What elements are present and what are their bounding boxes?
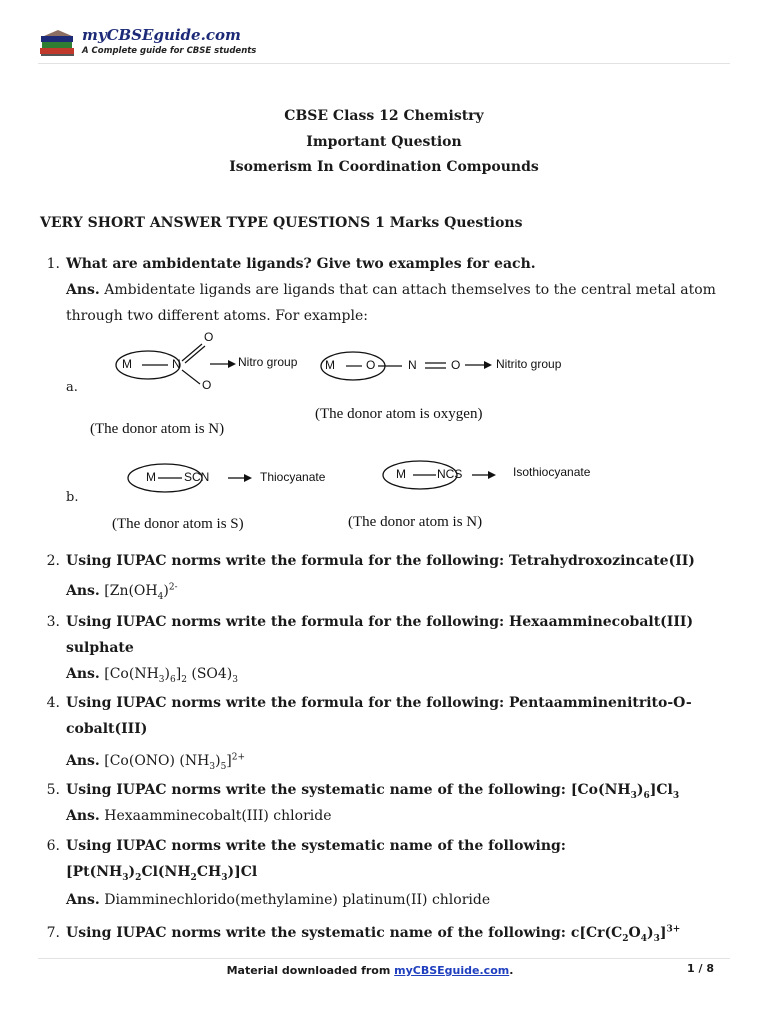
question-number: 3. (46, 614, 60, 630)
diagram-nitro-nitrito (90, 328, 590, 448)
caption-thio: (The donor atom is S) (112, 516, 244, 532)
answer-label: Ans. (66, 753, 100, 769)
answer-formula: [$Zn(OH_4)^{2-}$ (104, 582, 178, 602)
footer-divider (38, 958, 730, 959)
example-label-b: b. (66, 490, 79, 505)
question-text: Using IUPAC norms write the systematic name of the following: $[Pt(NH_3)_2Cl(NH_2CH_3)]Cl$ (66, 838, 566, 883)
brand-name: myCBSEguide.com (82, 26, 241, 44)
question-text: What are ambidentate ligands? Give two examples for each. (66, 256, 536, 272)
answer-text (66, 277, 736, 329)
answer-text (66, 578, 736, 604)
thiocyanate-label: Thiocyanate (260, 470, 326, 484)
atom-o: O (202, 378, 212, 392)
doc-title-line1: CBSE Class 12 Chemistry (284, 108, 484, 124)
atom-m: M (122, 357, 132, 371)
section-heading: VERY SHORT ANSWER TYPE QUESTIONS 1 Marks Questions (40, 215, 523, 231)
answer-body: Ambidentate ligands are ligands that can attach themselves to the central metal atom through two different atoms. For example: (66, 282, 716, 324)
caption-nitro: (The donor atom is N) (90, 421, 225, 437)
atom-n: N (172, 357, 181, 371)
footer-note (0, 964, 740, 977)
question-text: Using IUPAC norms write the systematic name of the following: $[Co(NH_3)_6]Cl_3$ (66, 782, 680, 801)
question-number: 2. (46, 553, 60, 569)
caption-nitrito: (The donor atom is oxygen) (315, 406, 483, 422)
answer-label: Ans. (66, 892, 100, 908)
ncs-ligand: NCS (437, 467, 463, 481)
books-icon (38, 28, 78, 58)
answer-text (66, 803, 736, 829)
atom-m: M (396, 467, 406, 481)
atom-o: O (204, 330, 214, 344)
question-number: 4. (46, 695, 60, 711)
answer-label: Ans. (66, 583, 100, 599)
answer-label: Ans. (66, 666, 100, 682)
answer-body: Hexaamminecobalt(III) chloride (104, 808, 332, 824)
question-number: 6. (46, 838, 60, 854)
question-text: Using IUPAC norms write the systematic name of the following: $c[Cr(C_2O_4)_3]^{3+}$ (66, 924, 681, 944)
footer-link[interactable]: myCBSEguide.com (394, 964, 510, 977)
answer-label: Ans. (66, 282, 100, 298)
atom-m: M (146, 470, 156, 484)
question-number: 7. (46, 925, 60, 941)
question-number: 1. (46, 256, 60, 272)
question-text: Using IUPAC norms write the formula for the following: Pentaamminenitrito-O-cobalt(III) (66, 695, 692, 737)
footer-suffix: . (509, 964, 514, 977)
nitrito-group-label: Nitrito group (496, 357, 562, 371)
answer-text (66, 661, 736, 687)
header-divider (38, 63, 730, 64)
atom-m: M (325, 358, 335, 372)
question-text: Using IUPAC norms write the formula for the following: Tetrahydroxozincate(II) (66, 553, 695, 569)
diagram-thiocyanate (110, 456, 610, 536)
atom-n: N (408, 358, 417, 372)
isothiocyanate-label: Isothiocyanate (513, 465, 591, 479)
answer-text (66, 887, 736, 913)
site-logo[interactable] (38, 26, 258, 62)
question-number: 5. (46, 782, 60, 798)
question-text: Using IUPAC norms write the formula for the following: Hexaamminecobalt(III) sulphate (66, 614, 694, 656)
atom-o: O (451, 358, 461, 372)
brand-tagline: A Complete guide for CBSE students (82, 46, 257, 56)
answer-formula: $[Co(NH_3)_6]_2$ $(SO4)_3$ (104, 666, 239, 685)
answer-formula: [Co(ONO) $(NH_3)_5]^{2+}$ (104, 752, 246, 772)
example-label-a: a. (66, 380, 78, 395)
nitro-group-label: Nitro group (238, 355, 298, 369)
footer-prefix: Material downloaded from (226, 964, 395, 977)
page-number: 1 / 8 (687, 962, 714, 975)
answer-text (66, 748, 736, 774)
answer-body: Diamminechlorido(methylamine) platinum(II) chloride (104, 892, 491, 908)
caption-isothio: (The donor atom is N) (348, 514, 483, 530)
doc-title-line2: Important Question (306, 134, 462, 150)
scn-ligand: SCN (184, 470, 210, 484)
answer-label: Ans. (66, 808, 100, 824)
doc-title-line3: Isomerism In Coordination Compounds (229, 159, 539, 175)
atom-o: O (366, 358, 376, 372)
